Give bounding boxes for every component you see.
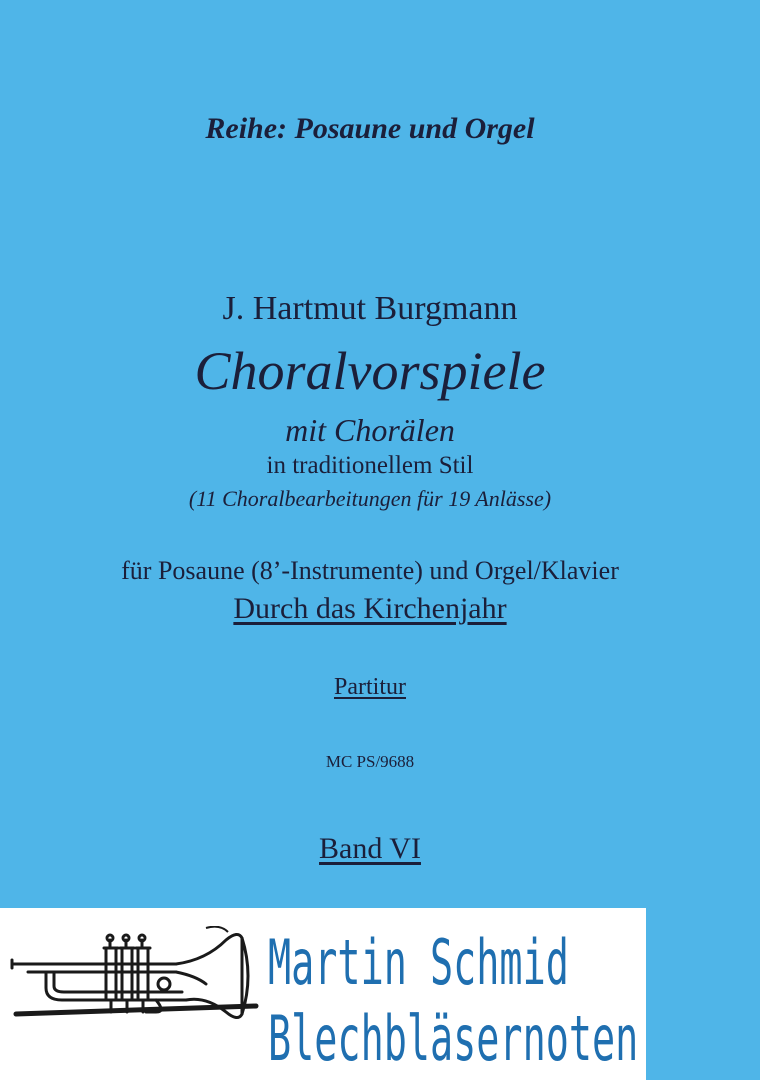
main-title: Choralvorspiele xyxy=(194,341,546,401)
publisher-tagline: Blechbläsernoten xyxy=(268,1002,639,1075)
volume-label: Band VI xyxy=(319,832,421,865)
series-title: Reihe: Posaune und Orgel xyxy=(205,112,535,145)
publisher-banner xyxy=(0,908,646,1080)
style-note: in traditionellem Stil xyxy=(266,452,474,479)
trumpet-icon xyxy=(6,926,266,1026)
instrumentation: für Posaune (8’-Instrumente) und Orgel/Klavier xyxy=(121,556,619,585)
publisher-name: Martin Schmid xyxy=(268,926,569,999)
catalog-number: MC PS/9688 xyxy=(325,752,415,771)
arrangement-count: (11 Choralbearbeitungen für 19 Anlässe) xyxy=(188,486,552,511)
score-type: Partitur xyxy=(334,674,406,700)
subtitle: mit Chorälen xyxy=(285,412,455,448)
subject-title: Durch das Kirchenjahr xyxy=(233,592,507,625)
composer-name: J. Hartmut Burgmann xyxy=(222,290,518,327)
